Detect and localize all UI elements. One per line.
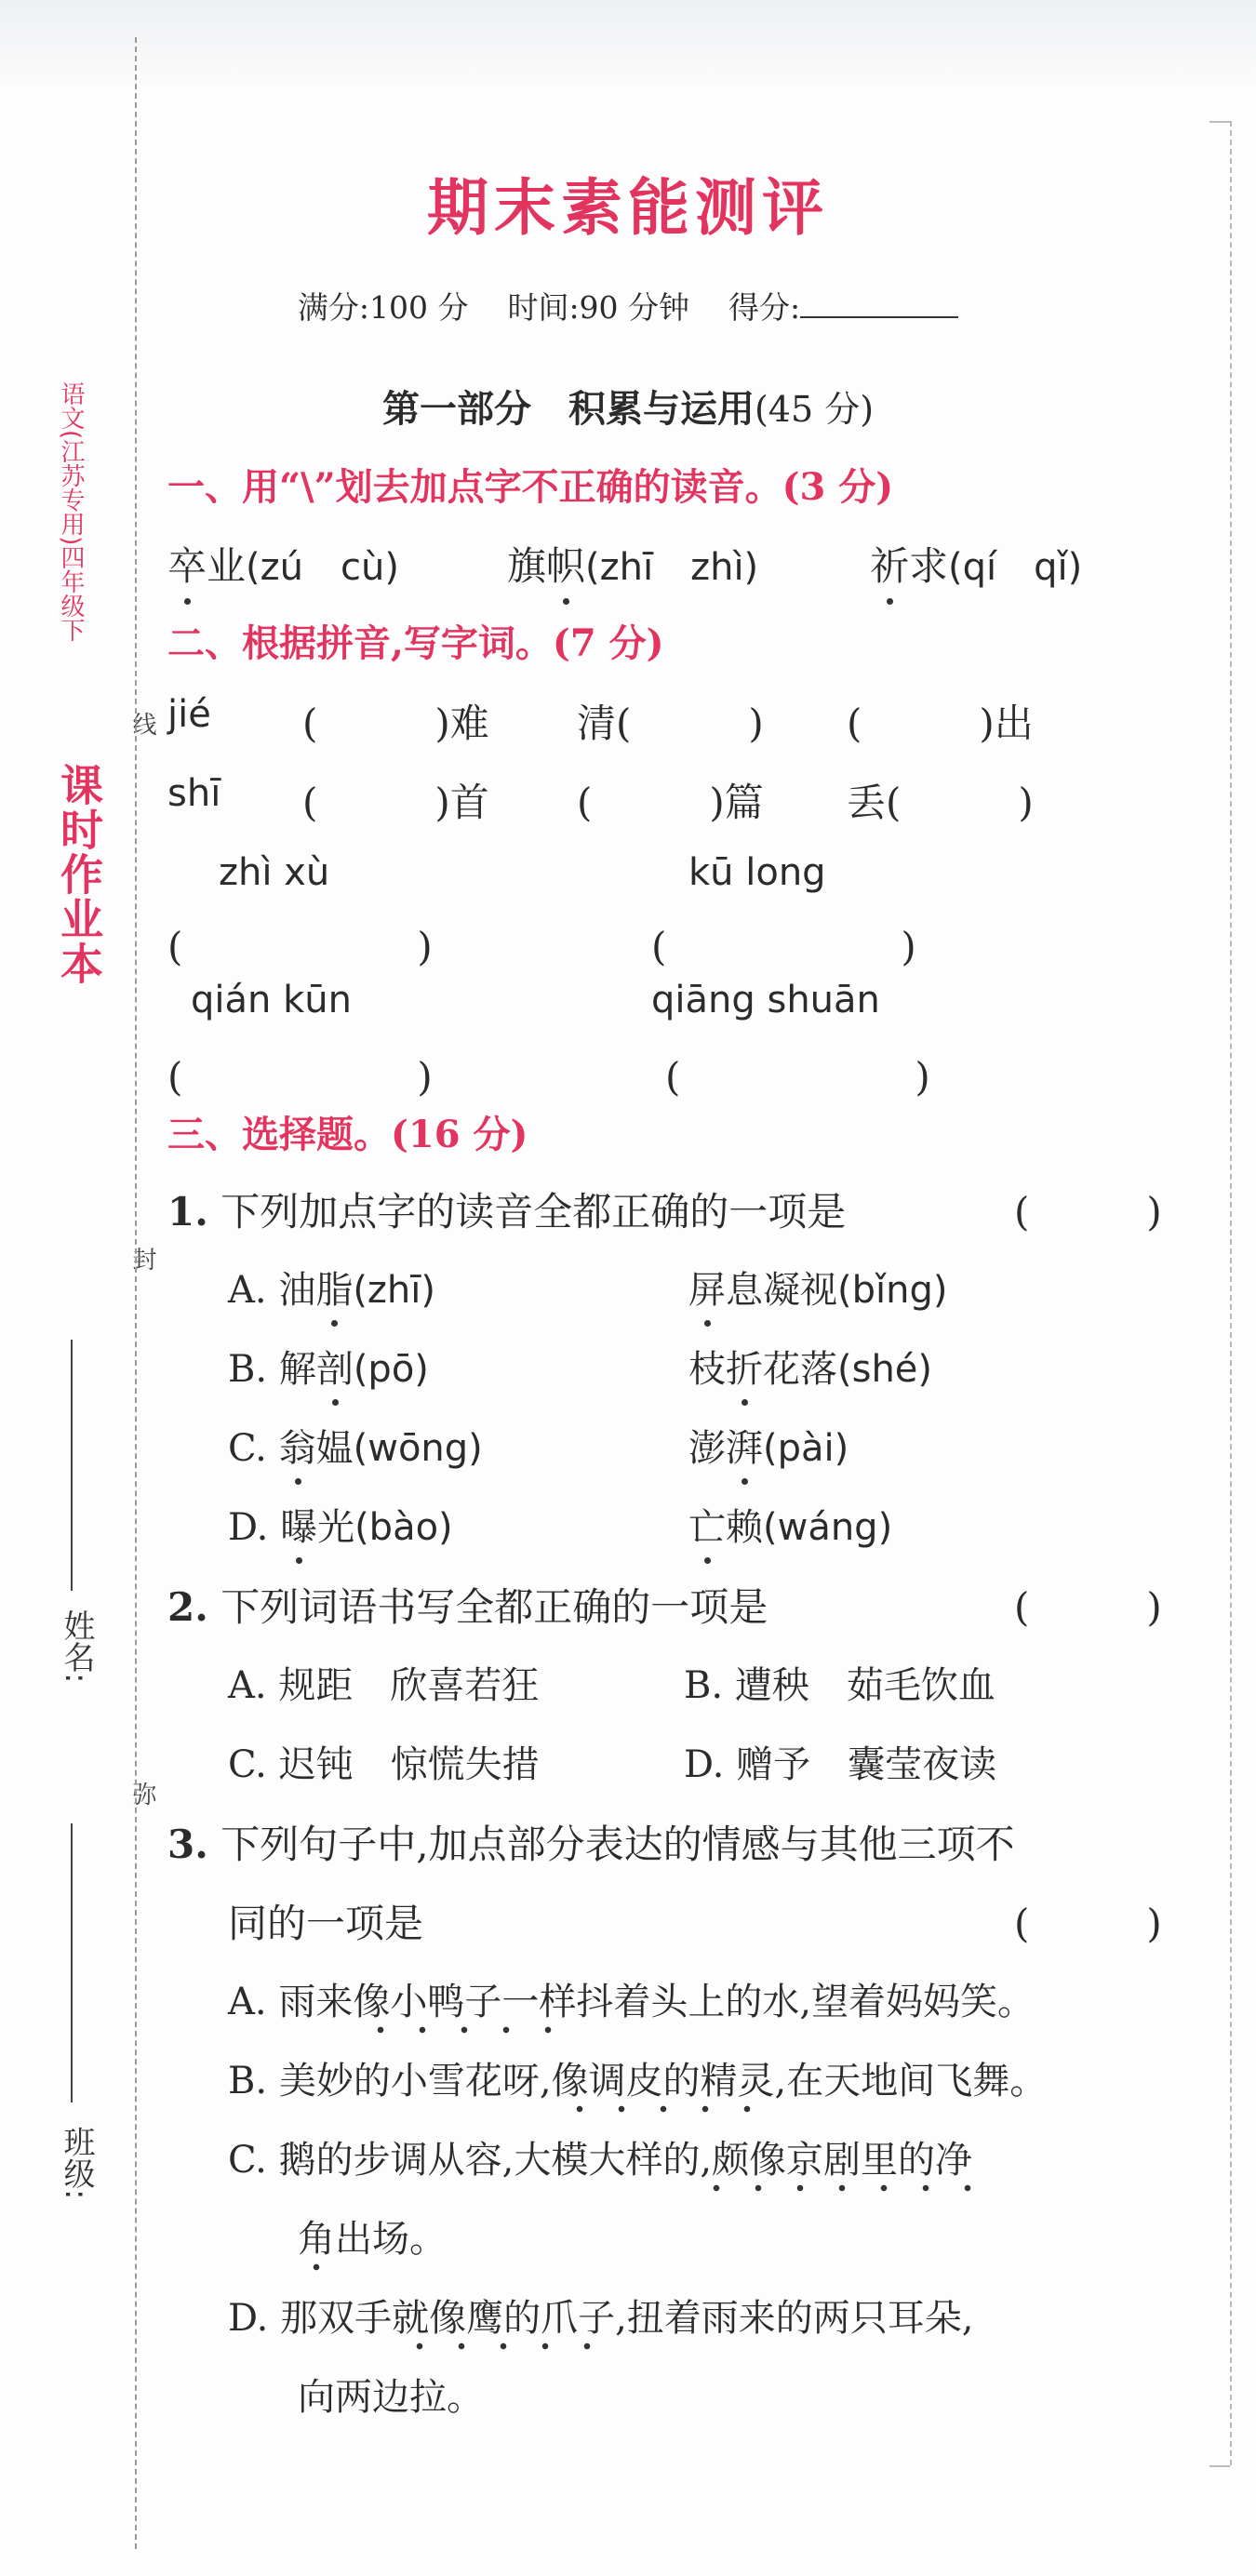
q1-option-d2 (688, 1498, 892, 1551)
dotted-char: 翁 (279, 1419, 316, 1472)
pinyin-options[interactable]: (zhī zhì) (585, 546, 759, 589)
option-label: B. (228, 2060, 268, 2102)
s1-item-1 (167, 536, 399, 592)
char: 媪 (315, 1427, 354, 1470)
s2-row1-c[interactable]: ( )出 (847, 701, 1034, 746)
option-label: B. (228, 1348, 268, 1391)
full-score: 满分:100 分 (297, 289, 469, 326)
dotted-char: 脂 (315, 1261, 353, 1314)
pinyin: (wáng) (763, 1506, 893, 1549)
q3-answer-paren[interactable]: ( ) (1014, 1901, 1162, 1946)
q1-option-c2 (688, 1419, 848, 1472)
question-number: 1. (167, 1189, 208, 1235)
s2-row2-b[interactable]: ( )篇 (577, 780, 764, 825)
q1-option-a2 (688, 1261, 947, 1314)
part-heading (0, 380, 1256, 433)
q3-option-d-line2: 向两边拉。 (298, 2376, 484, 2419)
pinyin: (pō) (353, 1348, 429, 1391)
dotted-char: 曝 (280, 1498, 317, 1551)
option-label: D. (228, 1506, 269, 1549)
sentence-text: 鹅的步调从容,大模大样的, (278, 2139, 713, 2182)
q3-option-c[interactable] (228, 2130, 972, 2183)
question-number: 3. (167, 1822, 208, 1867)
dotted-char: 帜 (546, 536, 585, 592)
q1-option-c[interactable] (228, 1419, 483, 1472)
q2-option-a[interactable]: A. 规距 欣喜若狂 (228, 1664, 540, 1707)
s2-word2-pinyin: kū long (688, 851, 826, 894)
score-field[interactable] (800, 316, 958, 318)
q1-option-d[interactable] (228, 1498, 453, 1551)
right-border-top-tick (1209, 121, 1230, 123)
q2-option-d[interactable]: D. 赠予 囊莹夜读 (684, 1743, 997, 1786)
char: 枝 (688, 1348, 726, 1391)
pinyin-options[interactable]: (zú cù) (246, 546, 399, 589)
option-label: C. (228, 2139, 267, 2182)
sentence-text: ,在天地间飞舞。 (774, 2060, 1048, 2102)
question-text: 下列句子中,加点部分表达的情感与其他三项不 (220, 1822, 1015, 1867)
q3-option-d[interactable] (228, 2289, 974, 2342)
dotted-phrase: 就像鹰的爪子 (392, 2297, 615, 2353)
s2-row2-pinyin: shī (167, 772, 221, 815)
right-border-bottom-tick (1209, 2465, 1230, 2467)
dotted-char: 卒 (167, 536, 207, 592)
scan-header-noise (0, 0, 1256, 84)
option-label: A. (228, 1269, 267, 1312)
s2-row2-c[interactable]: 丢( ) (847, 780, 1034, 825)
s2-row1-pinyin: jié (167, 693, 211, 736)
char: 光 (317, 1506, 355, 1549)
dotted-phrase: 像调皮的精灵 (552, 2060, 775, 2116)
s2-word4-pinyin: qiāng shuān (651, 979, 880, 1021)
dotted-phrase: 颇像京剧里的净 (712, 2139, 972, 2195)
char: 澎 (688, 1427, 726, 1470)
q1-option-b[interactable] (228, 1340, 429, 1393)
q2-answer-paren[interactable]: ( ) (1014, 1584, 1162, 1630)
s2-row1-a[interactable]: ( )难 (302, 701, 489, 746)
q3-stem-line1 (167, 1814, 1015, 1870)
q1-answer-paren[interactable]: ( ) (1014, 1189, 1162, 1235)
section-2-title: 二、根据拼音,写字词。(7 分) (167, 621, 664, 665)
char: 息凝视 (726, 1269, 837, 1312)
s2-word2-box[interactable]: ( ) (651, 924, 916, 969)
class-field[interactable] (71, 1823, 73, 2102)
section-1-title: 一、用“\”划去加点字不正确的读音。(3 分) (167, 465, 894, 509)
char: 解 (278, 1348, 316, 1391)
pinyin: (shé) (837, 1348, 933, 1391)
option-label: C. (228, 1427, 267, 1470)
char: 旗 (507, 543, 547, 589)
s2-row1-b[interactable]: 清( ) (577, 701, 764, 746)
question-number: 2. (167, 1584, 208, 1630)
pinyin: (wōng) (353, 1427, 483, 1470)
sentence-text: ,扭着雨来的两只耳朵, (615, 2297, 974, 2340)
char: 花落 (763, 1348, 837, 1391)
sentence-text: 抖着头上的水,望着妈妈笑。 (576, 1981, 1036, 2023)
q3-option-a[interactable] (228, 1972, 1035, 2025)
q1-stem (167, 1181, 846, 1237)
sentence-text: 出场。 (335, 2218, 447, 2261)
part-points: (45 分) (754, 389, 875, 430)
s2-word3-pinyin: qián kūn (191, 979, 352, 1021)
cut-mark-seal: 封 (128, 1247, 156, 1271)
char: 业 (207, 543, 247, 589)
pinyin: (zhī) (353, 1269, 435, 1312)
name-field[interactable] (71, 1340, 73, 1591)
name-label: 姓名: (58, 1609, 95, 1684)
section-3-title: 三、选择题。(16 分) (167, 1113, 528, 1156)
s2-word3-box[interactable]: ( ) (167, 1054, 433, 1100)
option-label: D. (228, 2297, 269, 2340)
question-text: 下列加点字的读音全都正确的一项是 (220, 1189, 847, 1235)
s2-word1-pinyin: zhì xù (219, 851, 330, 894)
class-label: 班级: (58, 2126, 95, 2200)
sentence-text: 雨来 (278, 1981, 354, 2023)
s2-row2-a[interactable]: ( )首 (302, 780, 489, 825)
s1-item-2 (507, 536, 758, 592)
part-title: 第一部分 积累与运用 (381, 387, 755, 431)
char: 油 (278, 1269, 316, 1312)
option-label: A. (228, 1981, 267, 2023)
char: 求 (909, 543, 949, 589)
s2-word1-box[interactable]: ( ) (167, 924, 433, 969)
score-label: 得分: (728, 289, 801, 326)
dotted-char: 湃 (726, 1419, 763, 1472)
dotted-char: 祈 (870, 536, 909, 592)
time-limit: 时间:90 分钟 (507, 289, 690, 326)
q2-option-c[interactable]: C. 迟钝 惊慌失措 (228, 1743, 540, 1786)
cut-mark-line: 线 (128, 712, 156, 736)
sentence-text: 美妙的小雪花呀, (278, 2060, 552, 2102)
dotted-char: 剖 (316, 1340, 354, 1393)
dotted-char: 折 (726, 1340, 763, 1393)
q2-option-b[interactable]: B. 遭秧 茹毛饮血 (684, 1664, 995, 1707)
q3-option-b[interactable] (228, 2051, 1047, 2104)
dotted-phrase: 角 (298, 2218, 335, 2274)
q1-option-a[interactable] (228, 1261, 435, 1314)
brand-logo: 课时作业本 (54, 763, 104, 986)
pinyin: (bào) (354, 1506, 453, 1549)
s1-item-3 (870, 536, 1082, 592)
page-title: 期末素能测评 (427, 171, 829, 244)
s2-word4-box[interactable]: ( ) (665, 1054, 930, 1100)
cut-mark-close: 弥 (128, 1782, 156, 1806)
dotted-char: 亡 (688, 1498, 726, 1551)
dotted-phrase: 像小鸭子一样 (353, 1981, 576, 2036)
q3-stem-line2: 同的一项是 (228, 1901, 424, 1946)
q1-option-b2 (688, 1340, 932, 1393)
pinyin: (pài) (763, 1427, 849, 1470)
pinyin-options[interactable]: (qí qǐ) (948, 546, 1083, 589)
sentence-text: 那双手 (280, 2297, 393, 2340)
right-border (1230, 121, 1232, 2465)
q3-option-c-line2 (298, 2209, 447, 2262)
book-title: 语文(江苏专用)四年级下 (57, 381, 85, 643)
char: 赖 (726, 1506, 763, 1549)
pinyin: (bǐng) (837, 1269, 948, 1312)
exam-meta (0, 284, 1256, 327)
question-text: 下列词语书写全都正确的一项是 (220, 1584, 768, 1630)
dotted-char: 屏 (688, 1261, 726, 1314)
q2-stem (167, 1577, 768, 1633)
